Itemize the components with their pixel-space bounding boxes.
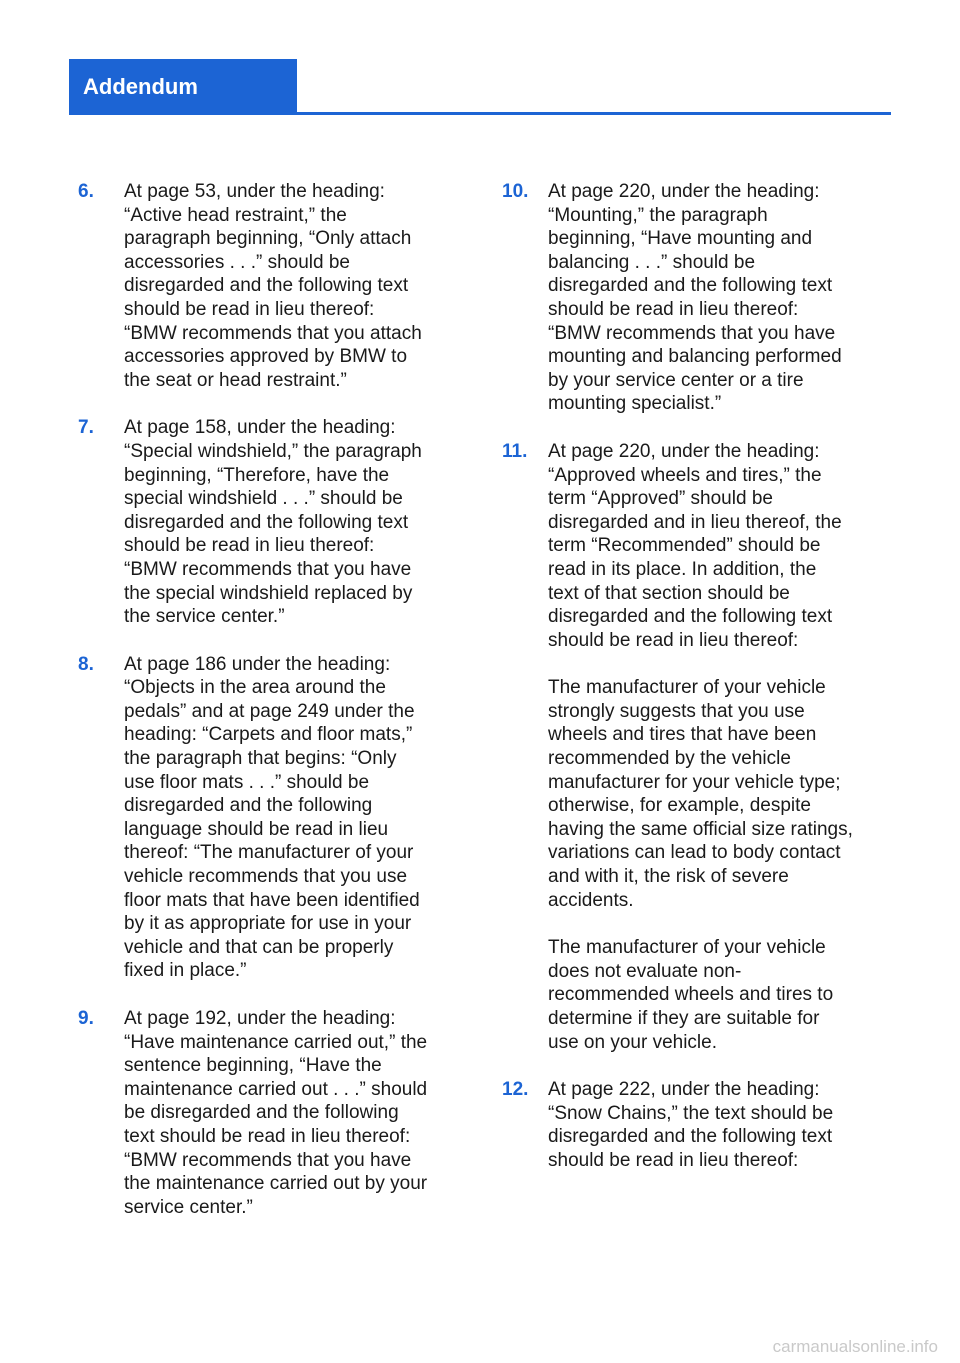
list-item: [78, 416, 468, 628]
item-paragraph: At page 192, under the heading: “Have maintenance carried out,” the sentence beginning, “Have the maintenance carried out . . .” should be disregarded and the following text should be read in lieu thereof: “BMW recommends that you have the maintenance carried out by your service center.”: [124, 1008, 428, 1218]
list-item: [78, 180, 468, 392]
section-header-tab: [69, 59, 297, 113]
item-body: [548, 180, 902, 416]
item-number: 9.: [78, 1008, 94, 1029]
item-paragraph: At page 222, under the heading: “Snow Chains,” the text should be disregarded and the following text should be read in lieu thereof:: [548, 1079, 834, 1171]
item-number: 7.: [78, 417, 94, 439]
item-paragraph: At page 220, under the heading: “Approved wheels and tires,” the term “Approved” should be disregarded and in lieu thereof, the term “Recommended” should be read in its place. In addition, the text of that section should be disregarded and the following text should be read in lieu thereof:: [548, 440, 842, 651]
item-number: 11.: [502, 440, 528, 462]
list-item: [502, 180, 902, 416]
item-body: [548, 1078, 902, 1172]
item-paragraph: At page 158, under the heading: “Special windshield,” the paragraph beginning, “Therefore, have the special windshield . . .” should be disregarded and the following text should be read in lieu thereof: “BMW recommends that you have the special windshield replaced by the service center.”: [124, 417, 422, 628]
item-number: 8.: [78, 653, 94, 675]
item-number: 12.: [502, 1079, 529, 1101]
right-column: [502, 180, 902, 1197]
item-body: [124, 1007, 468, 1219]
item-number: 6.: [78, 181, 94, 202]
item-body: [124, 653, 468, 983]
header-rule: [69, 112, 891, 115]
list-item: [78, 653, 468, 983]
list-item: [502, 440, 902, 1054]
item-paragraph: The manufacturer of your vehicle does not evaluate non- recommended wheels and tires to determine if they are suitable for use on your vehicle.: [548, 937, 834, 1053]
section-title: Addendum: [83, 74, 198, 99]
left-column: [78, 180, 468, 1243]
list-item: [78, 1007, 468, 1219]
item-body: [548, 440, 902, 1054]
item-paragraph: The manufacturer of your vehicle strongly suggests that you use wheels and tires that have been recommended by the vehicle manufacturer for your vehicle type; otherwise, for example, despite having the same official size ratings, variations can lead to body contact and with it, the risk of severe accidents.: [548, 677, 853, 911]
item-body: [124, 416, 468, 628]
item-paragraph: At page 53, under the heading: “Active head restraint,” the paragraph beginning, “Only attach accessories . . .” should be disregarded and the following text should be read in lieu thereof: “BMW recommends that you attach accessories approved by BMW to the seat or head restraint.”: [124, 181, 422, 391]
item-number: 10.: [502, 181, 529, 202]
item-body: [124, 180, 468, 392]
watermark-link[interactable]: carmanualsonline.info: [772, 1337, 938, 1356]
item-paragraph: At page 186 under the heading: “Objects in the area around the pedals” and at page 249 under the heading: “Carpets and floor mats,” the paragraph that begins: “Only use floor mats . . .” should be disregarded and the following language should be read in lieu thereof: “The manufacturer of your vehicle recommends that you use floor mats that have been identified by it as appropriate for use in your vehicle and that can be properly fixed in place.”: [124, 653, 420, 982]
item-paragraph: At page 220, under the heading: “Mounting,” the paragraph beginning, “Have mounting and balancing . . .” should be disregarded and the following text should be read in lieu thereof: “BMW recommends that you have mounting and balancing performed by your service center or a tire mounting specialist.”: [548, 181, 842, 415]
list-item: [502, 1078, 902, 1172]
